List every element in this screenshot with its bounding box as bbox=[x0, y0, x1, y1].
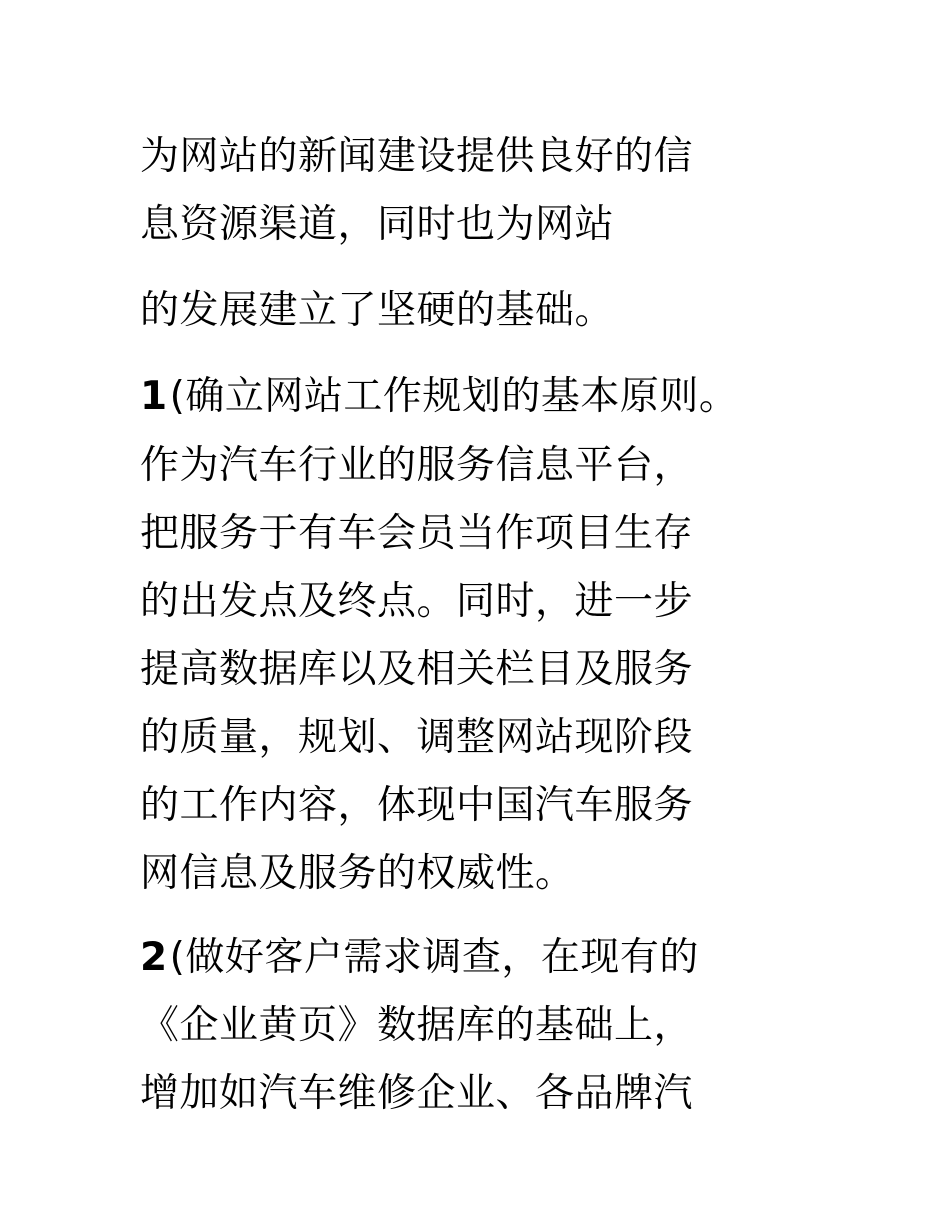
text-line: 增加如汽车维修企业、各品牌汽 bbox=[140, 1071, 694, 1116]
numbered-item-heading bbox=[140, 374, 739, 419]
text-line: 作为汽车行业的服务信息平台， bbox=[140, 443, 694, 488]
item-number: 2 bbox=[140, 935, 168, 980]
numbered-item-heading bbox=[140, 935, 699, 980]
item-heading-text: 确立网站工作规划的基本原则。 bbox=[185, 374, 739, 419]
text-line: 的发展建立了坚硬的基础。 bbox=[140, 288, 615, 333]
text-line: 息资源渠道，同时也为网站 bbox=[140, 202, 615, 247]
text-line: 提高数据库以及相关栏目及服务 bbox=[140, 647, 694, 692]
text-line: 把服务于有车会员当作项目生存 bbox=[140, 511, 694, 556]
text-line: 的质量，规划、调整网站现阶段 bbox=[140, 715, 694, 760]
item-number: 1 bbox=[140, 374, 168, 419]
item-paren: ( bbox=[169, 935, 186, 980]
text-line: 为网站的新闻建设提供良好的信 bbox=[140, 134, 694, 179]
text-line: 的工作内容，体现中国汽车服务 bbox=[140, 783, 694, 828]
text-line: 《企业黄页》数据库的基础上， bbox=[140, 1003, 694, 1048]
text-line: 网信息及服务的权威性。 bbox=[140, 851, 575, 896]
item-heading-text: 做好客户需求调查，在现有的 bbox=[185, 935, 699, 980]
item-paren: ( bbox=[169, 374, 186, 419]
text-line: 的出发点及终点。同时，进一步 bbox=[140, 579, 694, 624]
